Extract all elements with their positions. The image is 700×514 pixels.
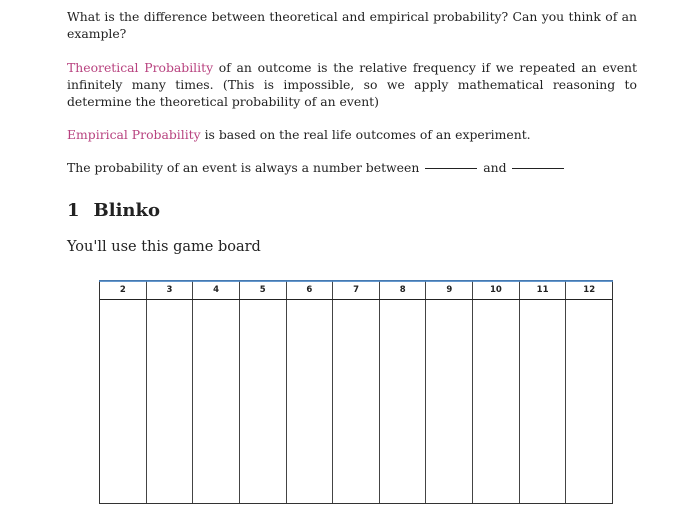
board-column-label: 7	[333, 281, 380, 299]
section-title: Blinko	[93, 200, 160, 221]
empirical-term: Empirical Probability	[67, 127, 201, 142]
fill-in-middle: and	[483, 160, 507, 175]
board-column-label: 8	[380, 281, 427, 299]
game-board	[99, 280, 613, 504]
board-column-slot	[147, 300, 194, 503]
blank-1[interactable]	[425, 168, 477, 169]
section-heading	[67, 200, 160, 221]
board-column-slot	[240, 300, 287, 503]
section-number: 1	[67, 200, 80, 221]
board-column-slot	[520, 300, 567, 503]
board-columns	[100, 300, 612, 503]
board-column-label: 9	[426, 281, 473, 299]
board-column-label: 5	[240, 281, 287, 299]
theoretical-text: of an outcome is the relative frequency if we repeated an event infinitely many times. (This is impossible, so we apply mathematical reasoning to determine the theoretical probability of an event)	[67, 60, 637, 109]
board-column-label: 2	[100, 281, 147, 299]
board-intro: You'll use this game board	[67, 239, 261, 255]
board-column-label: 3	[147, 281, 194, 299]
board-column-slot	[426, 300, 473, 503]
empirical-definition	[67, 126, 637, 143]
board-column-label: 10	[473, 281, 520, 299]
fill-in-before: The probability of an event is always a number between	[67, 160, 420, 175]
empirical-text: is based on the real life outcomes of an experiment.	[200, 127, 531, 142]
board-column-slot	[380, 300, 427, 503]
question-text: What is the difference between theoretical and empirical probability? Can you think of an example?	[67, 9, 637, 41]
board-column-label: 11	[520, 281, 567, 299]
theoretical-term: Theoretical Probability	[67, 60, 214, 75]
board-column-slot	[100, 300, 147, 503]
board-column-slot	[473, 300, 520, 503]
board-column-label: 4	[193, 281, 240, 299]
theoretical-definition	[67, 59, 637, 110]
fill-in-sentence	[67, 159, 637, 176]
board-column-label: 12	[583, 285, 596, 295]
blank-2[interactable]	[512, 168, 564, 169]
board-header-row	[100, 281, 612, 300]
board-column-slot	[333, 300, 380, 503]
worksheet-body	[67, 8, 637, 176]
board-column-slot	[566, 300, 612, 503]
board-column-slot	[287, 300, 334, 503]
board-column-label: 6	[287, 281, 334, 299]
board-column-slot	[193, 300, 240, 503]
